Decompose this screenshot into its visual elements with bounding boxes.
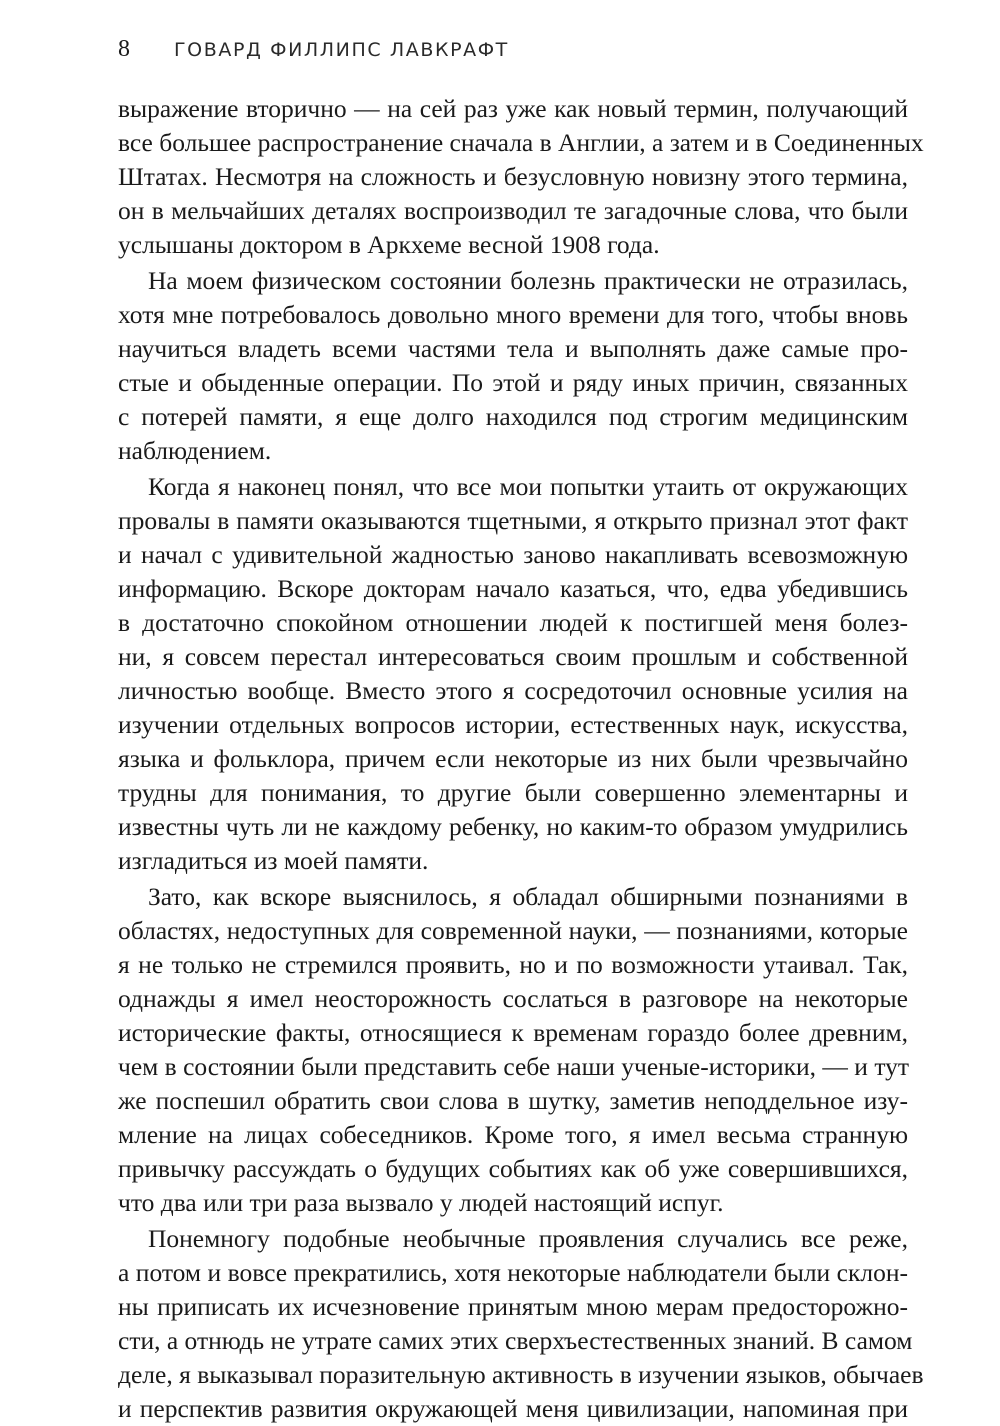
text-line: личностью вообще. Вместо этого я сосредоточил основные усилия на [118, 676, 908, 705]
text-line: с потерей памяти, я еще долго находился под строгим медицинским [118, 402, 908, 431]
text-line: все большее распространение сначала в Англии, а затем и в Соединенных [118, 128, 924, 157]
text-line: сти, а отнюдь не утрате самих этих сверхъестественных знаний. В самом [118, 1326, 913, 1355]
page-number: 8 [118, 36, 130, 62]
text-line: трудны для понимания, то другие были совершенно элементарны и [118, 778, 908, 807]
text-line: известны чуть ли не каждому ребенку, но каким-то образом умудрились [118, 812, 908, 841]
text-line: и перспектив развития окружающей меня цивилизации, напоминая при [118, 1394, 908, 1423]
text-line: Когда я наконец понял, что все мои попытки утаить от окружающих [148, 472, 908, 501]
text-line: ни, я совсем перестал интересоваться своим прошлым и собственной [118, 642, 908, 671]
text-line: привычку рассуждать о будущих событиях как об уже совершившихся, [118, 1154, 908, 1183]
text-line: однажды я имел неосторожность сослаться в разговоре на некоторые [118, 984, 908, 1013]
text-line: хотя мне потребовалось довольно много времени для того, чтобы вновь [118, 300, 908, 329]
text-line: чем в состоянии были представить себе наши ученые-историки, — и тут [118, 1052, 910, 1081]
running-head [118, 36, 509, 66]
text-line: и начал с удивительной жадностью заново накапливать всевозможную [118, 540, 908, 569]
text-line: научиться владеть всеми частями тела и выполнять даже самые про- [118, 334, 908, 363]
paragraph [118, 92, 924, 262]
text-line: языка и фольклора, причем если некоторые из них были чрезвычайно [118, 744, 908, 773]
text-line: наблюдением. [118, 436, 272, 465]
text-body [118, 92, 924, 1426]
text-line: информацию. Вскоре докторам начало казаться, что, едва убедившись [118, 574, 908, 603]
text-line: Зато, как вскоре выяснилось, я обладал обширными познаниями в [148, 882, 908, 911]
text-line: он в мельчайших деталях воспроизводил те загадочные слова, что были [118, 196, 908, 225]
text-line: же поспешил обратить свои слова в шутку, заметив неподдельное изу- [118, 1086, 908, 1115]
text-line: изгладиться из моей памяти. [118, 846, 429, 875]
text-line: в достаточно спокойном отношении людей к постигшей меня болез- [118, 608, 908, 637]
text-line: стые и обыденные операции. По этой и ряду иных причин, связанных [118, 368, 908, 397]
text-line: мление на лицах собеседников. Кроме того, я имел весьма странную [118, 1120, 908, 1149]
paragraph [118, 880, 908, 1220]
text-line: На моем физическом состоянии болезнь практически не отразилась, [148, 266, 908, 295]
text-line: Понемногу подобные необычные проявления случались все реже, [148, 1224, 908, 1253]
text-line: ны приписать их исчезновение принятым мною мерам предосторожно- [118, 1292, 908, 1321]
text-line: я не только не стремился проявить, но и по возможности утаивал. Так, [118, 950, 908, 979]
text-line: что два или три раза вызвало у людей настоящий испуг. [118, 1188, 724, 1217]
running-head-author: ГОВАРД ФИЛЛИПС ЛАВКРАФТ [174, 39, 509, 61]
text-line: а потом и вовсе прекратились, хотя некоторые наблюдатели были склон- [118, 1258, 908, 1287]
text-line: изучении отдельных вопросов истории, естественных наук, искусства, [118, 710, 908, 739]
paragraph [118, 264, 908, 468]
text-line: услышаны доктором в Аркхеме весной 1908 года. [118, 230, 660, 259]
text-line: выражение вторично — на сей раз уже как новый термин, получающий [118, 94, 908, 123]
text-line: деле, я выказывал поразительную активность в изучении языков, обычаев [118, 1360, 924, 1389]
text-line: исторические факты, относящиеся к временам гораздо более древним, [118, 1018, 908, 1047]
text-line: Штатах. Несмотря на сложность и безусловную новизну этого термина, [118, 162, 908, 191]
text-line: провалы в памяти оказываются тщетными, я открыто признал этот факт [118, 506, 908, 535]
text-line: областях, недоступных для современной науки, — познаниями, которые [118, 916, 908, 945]
paragraph [118, 1222, 924, 1426]
paragraph [118, 470, 908, 878]
